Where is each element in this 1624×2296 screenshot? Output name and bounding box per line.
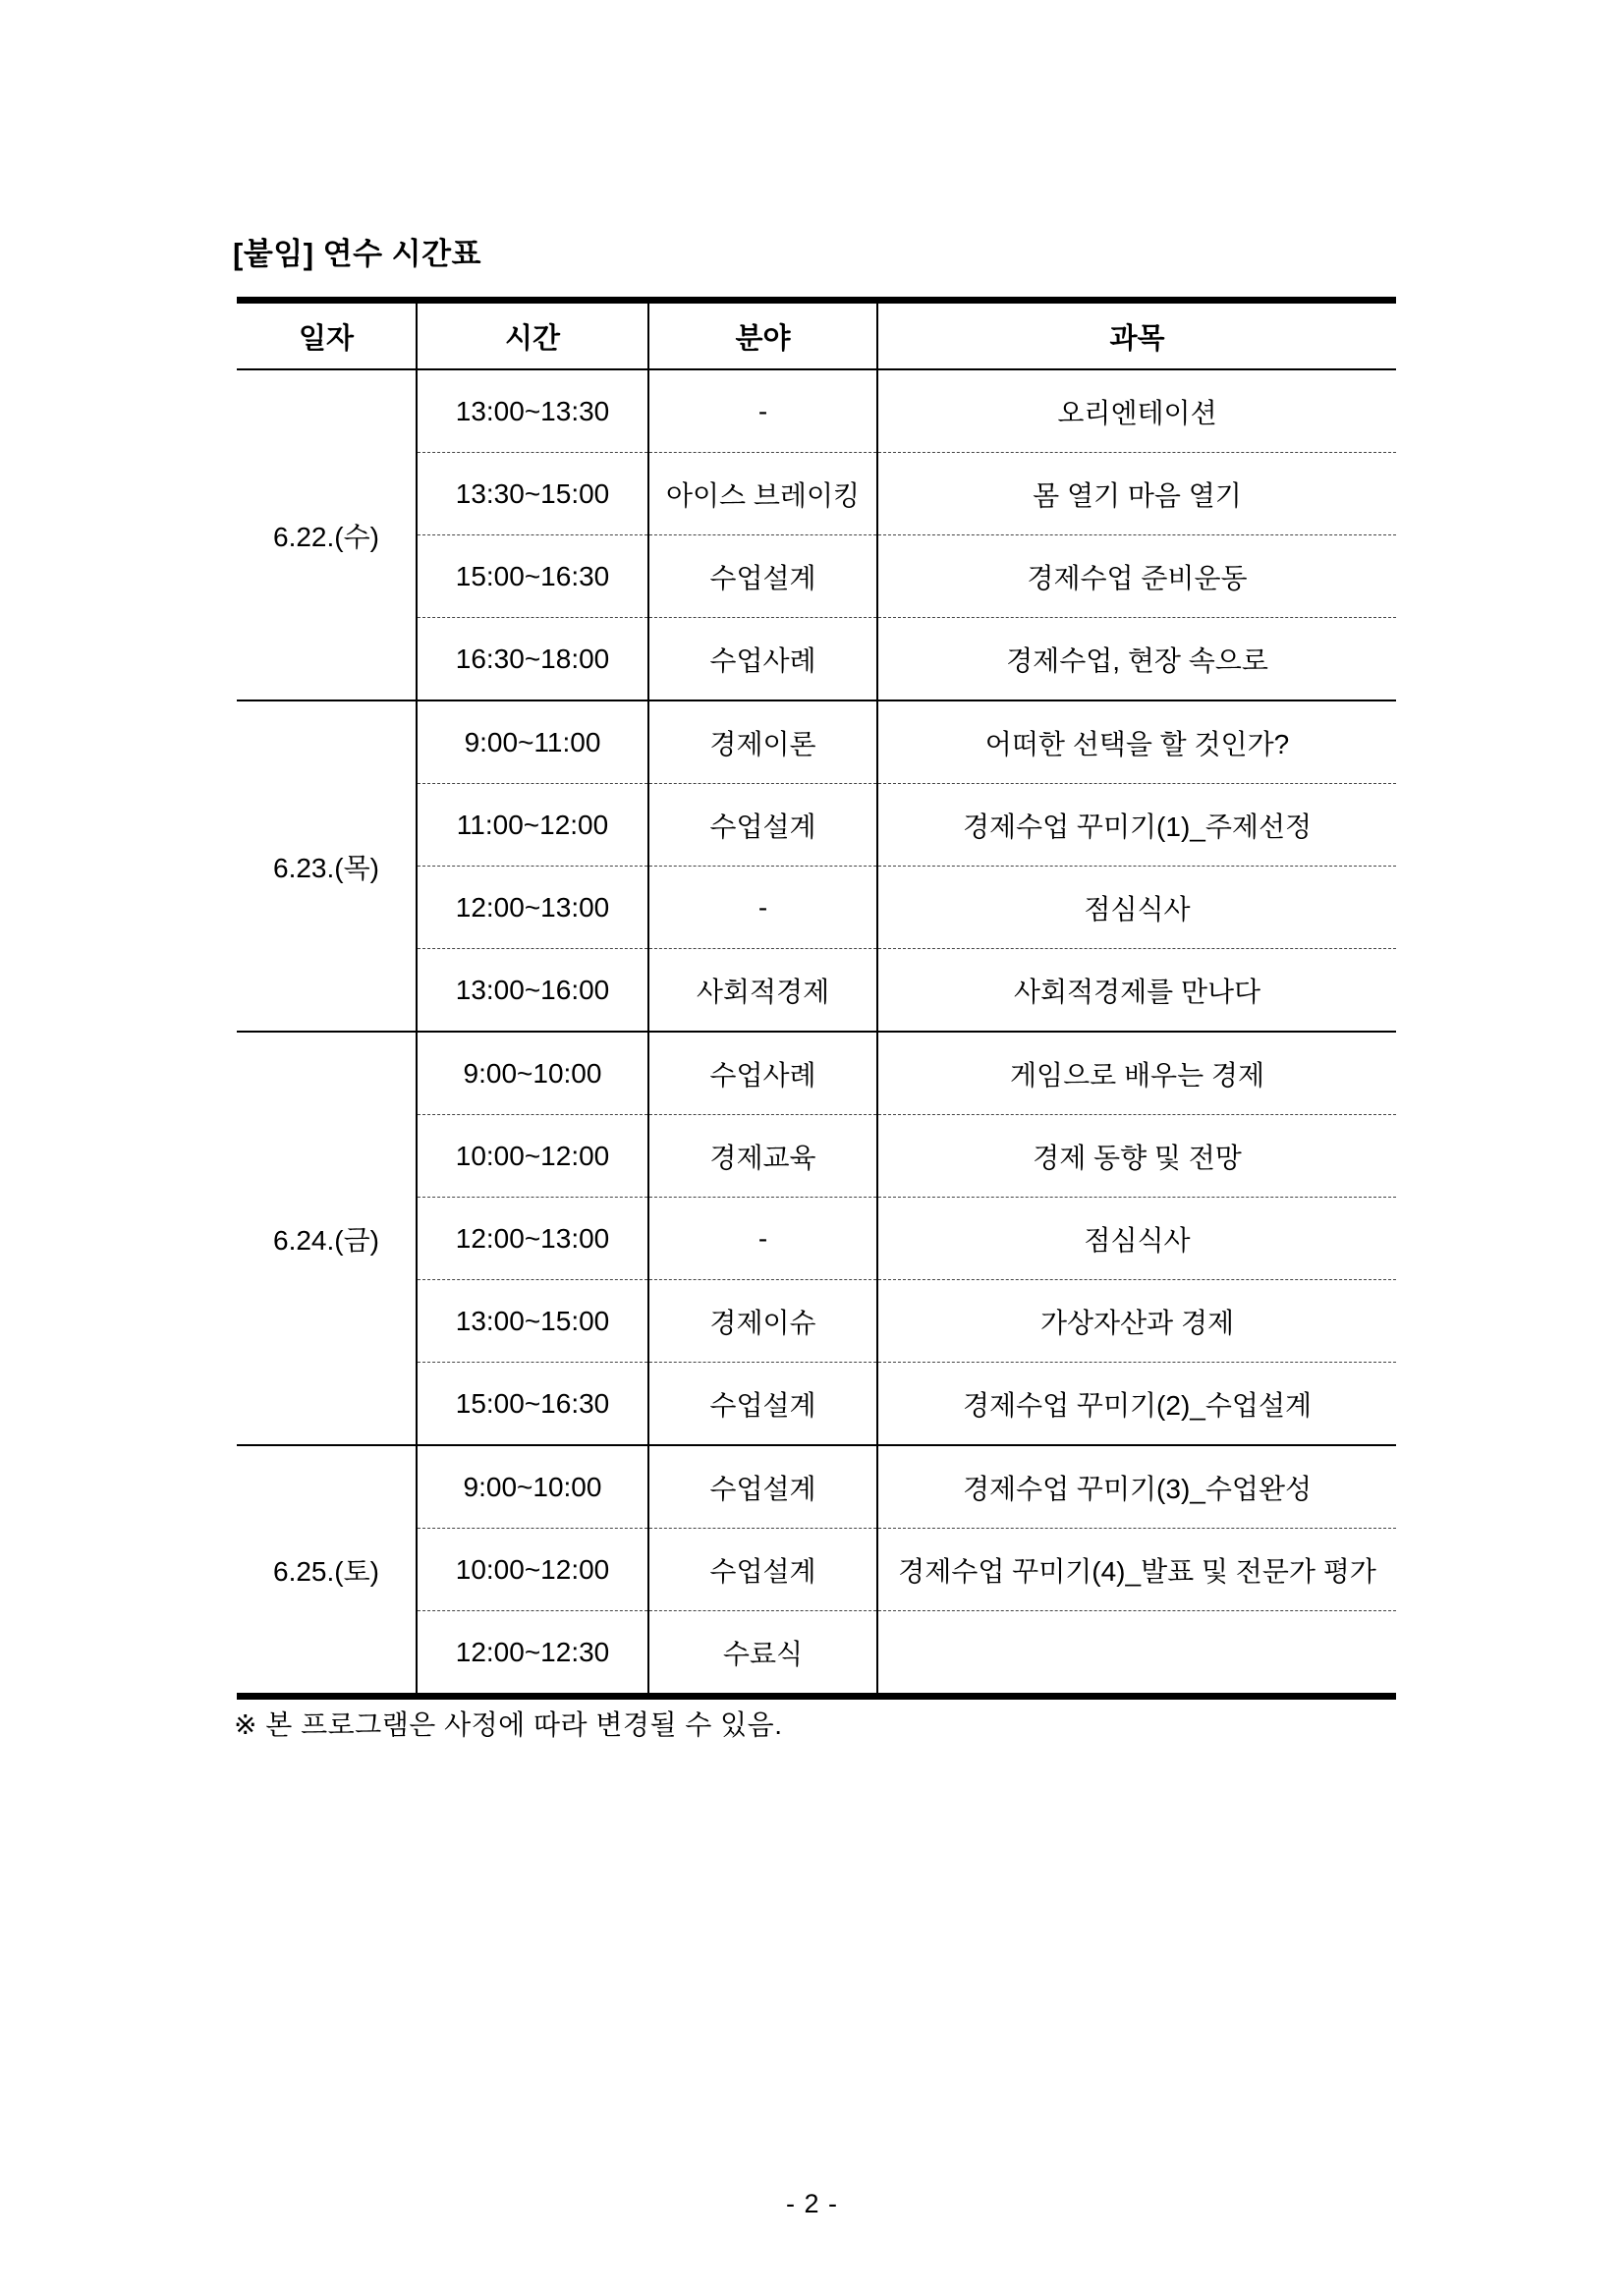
schedule-table	[237, 297, 1396, 1700]
field-cell: -	[648, 369, 877, 453]
subject-cell: 경제 동향 및 전망	[877, 1115, 1396, 1198]
field-cell: 사회적경제	[648, 949, 877, 1033]
subject-cell: 가상자산과 경제	[877, 1280, 1396, 1363]
subject-cell: 점심식사	[877, 867, 1396, 949]
time-cell: 9:00~11:00	[417, 700, 648, 784]
header-row	[237, 301, 1396, 370]
subject-cell: 사회적경제를 만나다	[877, 949, 1396, 1033]
time-cell: 10:00~12:00	[417, 1115, 648, 1198]
time-cell: 13:30~15:00	[417, 453, 648, 535]
footnote: ※ 본 프로그램은 사정에 따라 변경될 수 있음.	[234, 1709, 783, 1740]
time-cell: 11:00~12:00	[417, 784, 648, 867]
page-title: [붙임] 연수 시간표	[233, 237, 481, 271]
field-cell: 수업사례	[648, 1032, 877, 1115]
subject-cell: 몸 열기 마음 열기	[877, 453, 1396, 535]
subject-cell: 점심식사	[877, 1198, 1396, 1280]
header-date: 일자	[237, 301, 417, 370]
field-cell: 수업사례	[648, 618, 877, 701]
time-cell: 16:30~18:00	[417, 618, 648, 701]
subject-cell: 게임으로 배우는 경제	[877, 1032, 1396, 1115]
field-cell: 수업설계	[648, 784, 877, 867]
schedule-table-header	[237, 301, 1396, 370]
subject-cell: 경제수업 준비운동	[877, 535, 1396, 618]
time-cell: 15:00~16:30	[417, 1363, 648, 1446]
subject-cell: 경제수업 꾸미기(1)_주제선정	[877, 784, 1396, 867]
header-field: 분야	[648, 301, 877, 370]
field-cell: 아이스 브레이킹	[648, 453, 877, 535]
subject-cell: 오리엔테이션	[877, 369, 1396, 453]
time-cell: 15:00~16:30	[417, 535, 648, 618]
field-cell: -	[648, 1198, 877, 1280]
field-cell: 경제교육	[648, 1115, 877, 1198]
subject-cell: 경제수업 꾸미기(2)_수업설계	[877, 1363, 1396, 1446]
header-time: 시간	[417, 301, 648, 370]
field-cell: 경제이론	[648, 700, 877, 784]
date-cell: 6.23.(목)	[237, 700, 417, 1032]
field-cell: 수업설계	[648, 1529, 877, 1611]
field-cell: -	[648, 867, 877, 949]
table-row	[237, 700, 1396, 784]
time-cell: 9:00~10:00	[417, 1032, 648, 1115]
time-cell: 12:00~13:00	[417, 1198, 648, 1280]
table-row	[237, 1032, 1396, 1115]
time-cell: 13:00~13:30	[417, 369, 648, 453]
date-cell: 6.25.(토)	[237, 1445, 417, 1697]
subject-cell: 경제수업 꾸미기(3)_수업완성	[877, 1445, 1396, 1529]
subject-cell: 경제수업 꾸미기(4)_발표 및 전문가 평가	[877, 1529, 1396, 1611]
table-row	[237, 1445, 1396, 1529]
page-number: - 2 -	[785, 2189, 838, 2218]
table-row	[237, 369, 1396, 453]
field-cell: 수업설계	[648, 1445, 877, 1529]
subject-cell	[877, 1611, 1396, 1697]
time-cell: 12:00~12:30	[417, 1611, 648, 1697]
date-cell: 6.24.(금)	[237, 1032, 417, 1445]
field-cell: 경제이슈	[648, 1280, 877, 1363]
date-cell: 6.22.(수)	[237, 369, 417, 700]
time-cell: 12:00~13:00	[417, 867, 648, 949]
schedule-table-body	[237, 369, 1396, 1697]
time-cell: 10:00~12:00	[417, 1529, 648, 1611]
field-cell: 수업설계	[648, 1363, 877, 1446]
field-cell: 수업설계	[648, 535, 877, 618]
time-cell: 13:00~16:00	[417, 949, 648, 1033]
time-cell: 13:00~15:00	[417, 1280, 648, 1363]
subject-cell: 어떠한 선택을 할 것인가?	[877, 700, 1396, 784]
field-cell: 수료식	[648, 1611, 877, 1697]
time-cell: 9:00~10:00	[417, 1445, 648, 1529]
header-subject: 과목	[877, 301, 1396, 370]
subject-cell: 경제수업, 현장 속으로	[877, 618, 1396, 701]
